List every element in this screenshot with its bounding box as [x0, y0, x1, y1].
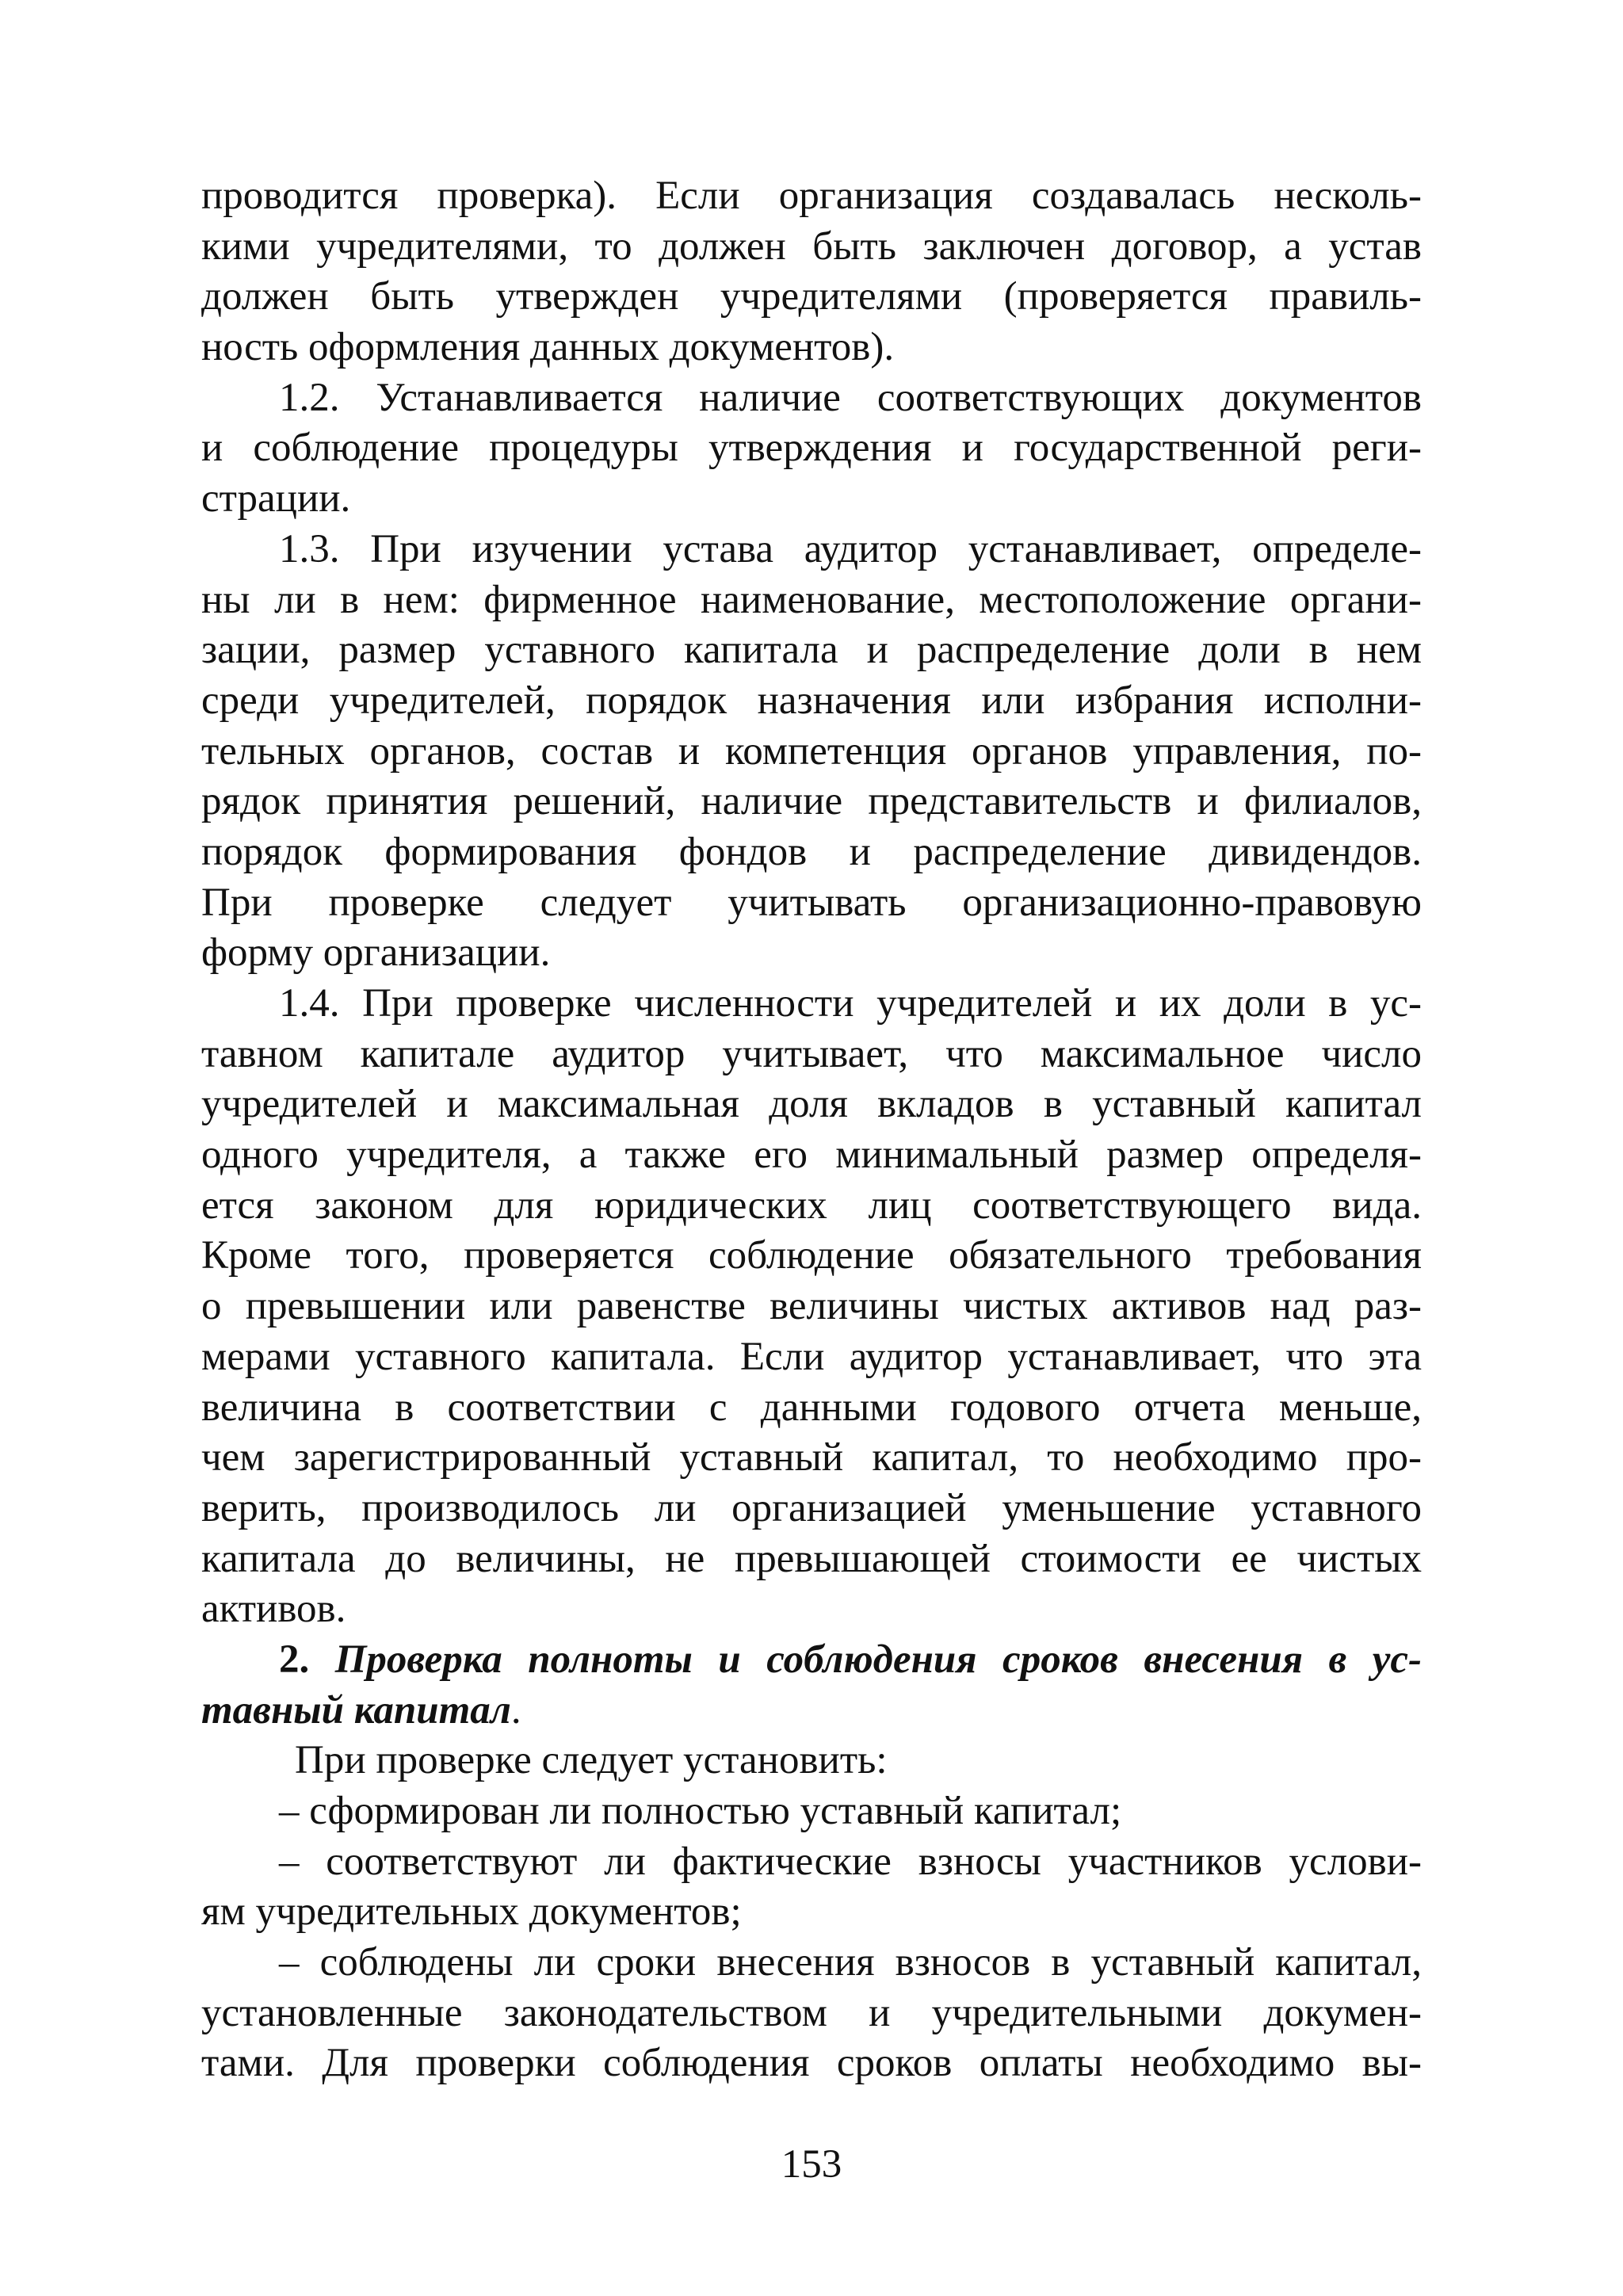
text-line: ность оформления данных документов). [201, 325, 895, 370]
text-line: Кроме того, проверяется соблюдение обязательного требования [201, 1233, 1422, 1278]
text-line: учредителей и максимальная доля вкладов в уставный капитал [201, 1082, 1422, 1127]
text-line: 1.2. Устанавливается наличие соответствующих документов [279, 375, 1422, 420]
text-line: одного учредителя, а также его минимальный размер определя- [201, 1133, 1422, 1178]
list-item: – соответствуют ли фактические взносы участников услови- [279, 1839, 1422, 1884]
text-line: рядок принятия решений, наличие представительств и филиалов, [201, 779, 1422, 824]
list-item: – соблюдены ли сроки внесения взносов в уставный капитал, [279, 1940, 1422, 1985]
text-line: тельных органов, состав и компетенция органов управления, по- [201, 728, 1422, 774]
text-line: мерами уставного капитала. Если аудитор устанавливает, что эта [201, 1334, 1422, 1379]
text-line: тами. Для проверки соблюдения сроков оплаты необходимо вы- [201, 2041, 1422, 2086]
text-line: установленные законодательством и учредительными докумен- [201, 1990, 1422, 2035]
text-line: ям учредительных документов; [201, 1889, 742, 1935]
text-line: о превышении или равенстве величины чистых активов над раз- [201, 1284, 1422, 1329]
text-line: порядок формирования фондов и распределение дивидендов. [201, 829, 1422, 874]
text-line: верить, производилось ли организацией уменьшение уставного [201, 1485, 1422, 1530]
text-line: страции. [201, 476, 351, 521]
page-number: 153 [781, 2142, 842, 2187]
text-line: должен быть утвержден учредителями (проверяется правиль- [201, 274, 1422, 319]
text-line: зации, размер уставного капитала и распределение доли в нем [201, 628, 1422, 673]
text-line: При проверке следует учитывать организационно-правовую [201, 880, 1422, 925]
section-heading [201, 1635, 1422, 1686]
text-line: активов. [201, 1587, 346, 1632]
text-line: форму организации. [201, 930, 551, 976]
text-line: ется законом для юридических лиц соответствующего вида. [201, 1182, 1422, 1228]
text-line: кими учредителями, то должен быть заключен договор, а устав [201, 223, 1422, 269]
section-number: 2. [279, 1637, 310, 1682]
text-line: величина в соответствии с данными годового отчета меньше, [201, 1385, 1422, 1430]
list-item: – сформирован ли полностью уставный капитал; [279, 1789, 1122, 1833]
section-title-part-2: тавный капитал [201, 1687, 511, 1733]
text-line: При проверке следует установить: [295, 1738, 888, 1783]
text-line: чем зарегистрированный уставный капитал, то необходимо про- [201, 1435, 1422, 1480]
section-title-end: . [510, 1687, 521, 1733]
section-heading-continued [201, 1686, 1422, 1736]
text-line: среди учредителей, порядок назначения или избрания исполни- [201, 678, 1422, 723]
text-line: тавном капитале аудитор учитывает, что максимальное число [201, 1031, 1422, 1076]
text-line: ны ли в нем: фирменное наименование, местоположение органи- [201, 577, 1422, 622]
text-line: проводится проверка). Если организация создавалась несколь- [201, 174, 1422, 218]
section-title-part-1: Проверка полноты и соблюдения сроков внесения в ус- [334, 1637, 1422, 1682]
text-line: и соблюдение процедуры утверждения и государственной реги- [201, 426, 1422, 471]
page-body [201, 171, 1422, 2089]
text-line: капитала до величины, не превышающей стоимости ее чистых [201, 1536, 1422, 1581]
text-line: 1.4. При проверке численности учредителей и их доли в ус- [279, 981, 1422, 1026]
text-line: 1.3. При изучении устава аудитор устанавливает, определе- [279, 526, 1422, 571]
